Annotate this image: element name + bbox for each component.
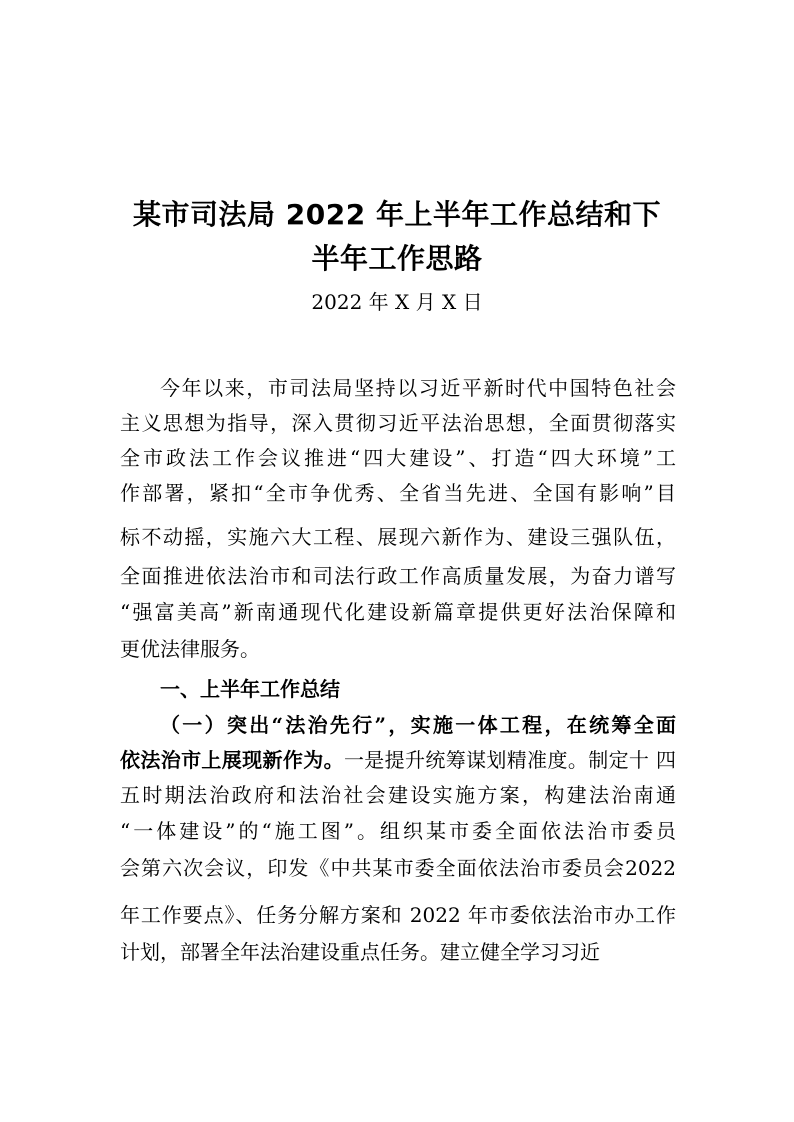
section-1-heading: 一、上半年工作总结 bbox=[160, 677, 340, 701]
subsection-1-line-2 bbox=[120, 745, 676, 775]
subsection-1-line-4: “一体建设”的“施工图”。组织某市委全面依法治市委员 bbox=[120, 819, 676, 843]
intro-line-3: 全市政法工作会议推进“四大建设”、打造“四大环境”工 bbox=[120, 446, 676, 470]
intro-line-6: 全面推进依法治市和司法行政工作高质量发展，为奋力谱写 bbox=[120, 564, 676, 588]
subsection-1-line-5: 会第六次会议，印发《中共某市委全面依法治市委员会2022 bbox=[120, 856, 676, 880]
intro-line-1: 今年以来，市司法局坚持以习近平新时代中国特色社会 bbox=[160, 376, 676, 400]
intro-line-8: 更优法律服务。 bbox=[120, 637, 260, 661]
subsection-1-heading-line-1: （一）突出“法治先行”，实施一体工程，在统筹全面 bbox=[160, 713, 676, 737]
intro-line-4: 作部署，紧扣“全市争优秀、全省当先进、全国有影响”目 bbox=[120, 481, 676, 505]
subsection-1-text-start: 一是提升统筹谋划精准度。制定十 四 bbox=[343, 748, 677, 772]
subsection-1-line-6: 年工作要点》、任务分解方案和 2022 年市委依法治市办工作 bbox=[120, 903, 676, 927]
intro-line-7: “强富美高”新南通现代化建设新篇章提供更好法治保障和 bbox=[120, 600, 676, 624]
subsection-1-line-7: 计划，部署全年法治建设重点任务。建立健全学习习近 bbox=[120, 940, 600, 964]
subsection-1-line-3: 五时期法治政府和法治社会建设实施方案，构建法治南通 bbox=[120, 783, 676, 807]
document-date: 2022 年 X 月 X 日 bbox=[311, 290, 483, 314]
subsection-1-heading-tail: 依法治市上展现新作为。 bbox=[120, 748, 344, 772]
document-title-line-2: 半年工作思路 bbox=[311, 242, 483, 275]
intro-line-5: 标不动摇，实施六大工程、展现六新作为、建设三强队伍， bbox=[120, 525, 676, 549]
intro-line-2: 主义思想为指导，深入贯彻习近平法治思想，全面贯彻落实 bbox=[120, 411, 676, 435]
document-title-line-1: 某市司法局 2022 年上半年工作总结和下 bbox=[133, 198, 661, 231]
